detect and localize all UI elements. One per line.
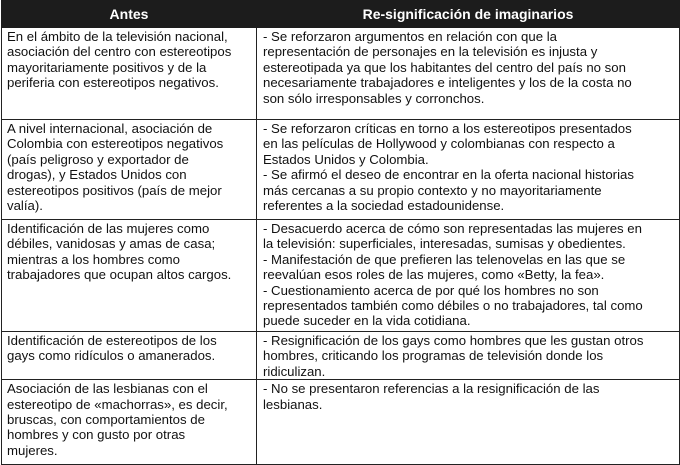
cell-text-line: - Manifestación de que prefieren las telenovelas en las que se: [263, 251, 626, 267]
cell-text-line: mayoritariamente positivos y de la: [7, 59, 207, 75]
cell-resignificacion: [257, 220, 680, 332]
cell-paragraph: [263, 221, 675, 252]
cell-paragraph: [263, 252, 675, 283]
cell-text-line: - Se reforzaron críticas en torno a los estereotipos presentados: [263, 121, 632, 136]
table-row: [2, 120, 680, 220]
cell-antes: [2, 28, 257, 120]
cell-paragraph: [263, 121, 675, 167]
cell-text-line: A nivel internacional, asociación de: [7, 121, 213, 136]
cell-text-line: asociación del centro con estereotipos: [7, 44, 232, 60]
cell-text-line: en las películas de Hollywood y colombianas con respecto a: [263, 136, 615, 152]
cell-paragraph: [263, 333, 675, 379]
cell-text-line: hombres, criticando los programas de televisión donde los: [263, 348, 604, 364]
cell-antes: [2, 120, 257, 220]
cell-text-line: Identificación de estereotipos de los: [7, 333, 217, 348]
cell-text-line: Estados Unidos y Colombia.: [263, 151, 429, 167]
cell-text-line: - Desacuerdo acerca de cómo son representadas las mujeres en: [263, 221, 642, 236]
table-row: [2, 28, 680, 120]
cell-paragraph: [263, 381, 675, 412]
cell-text-line: puede suceder en la vida cotidiana.: [263, 313, 471, 329]
table-row: [2, 220, 680, 332]
cell-text-line: gays como ridículos o amanerados.: [7, 348, 216, 364]
cell-text-line: - Se afirmó el deseo de encontrar en la oferta nacional historias: [263, 167, 634, 183]
header-resignificacion: Re-significación de imaginarios: [257, 1, 680, 28]
cell-text-line: - Se reforzaron argumentos en relación con que la: [263, 29, 557, 44]
cell-text-line: - Cuestionamiento acerca de por qué los hombres no son: [263, 282, 599, 298]
table-row: [2, 332, 680, 380]
cell-text-line: periferia con estereotipos negativos.: [7, 75, 219, 91]
cell-text-line: representados también como débiles o no trabajadores, tal como: [263, 298, 643, 314]
cell-text-line: la televisión: superficiales, interesadas, sumisas y obedientes.: [263, 236, 626, 252]
cell-text-line: Colombia con estereotipos negativos: [7, 136, 224, 152]
cell-text-line: En el ámbito de la televisión nacional,: [7, 29, 228, 44]
cell-text-line: lesbianas.: [263, 396, 323, 412]
cell-text-line: Identificación de las mujeres como: [7, 221, 210, 236]
table-header-row: [2, 1, 680, 28]
cell-text-line: mientras a los hombres como: [7, 251, 180, 267]
cell-text-line: hombres y con gusto por otras: [7, 427, 186, 443]
cell-antes: [2, 220, 257, 332]
cell-text-line: estereotipada ya que los habitantes del centro del país no son: [263, 59, 626, 75]
cell-text-line: referentes a la sociedad estadounidense.: [263, 198, 505, 214]
cell-text-line: - Resignificación de los gays como hombres que les gustan otros: [263, 333, 644, 348]
cell-paragraph: [263, 283, 675, 329]
cell-antes: [2, 332, 257, 380]
cell-paragraph: [263, 29, 675, 106]
cell-resignificacion: [257, 380, 680, 465]
cell-text-line: - No se presentaron referencias a la resignificación de las: [263, 381, 600, 397]
cell-text-line: bruscas, con comportamientos de: [7, 412, 205, 428]
cell-resignificacion: [257, 120, 680, 220]
comparison-table: [1, 0, 680, 465]
cell-text-line: estereotipo de «machorras», es decir,: [7, 396, 228, 412]
cell-antes: [2, 380, 257, 465]
cell-text-line: necesariamente trabajadores e inteligentes y los de la costa no: [263, 75, 632, 91]
cell-text-line: débiles, vanidosas y amas de casa;: [7, 236, 216, 252]
cell-text-line: mujeres.: [7, 442, 58, 458]
cell-text-line: representación de personajes en la televisión es injusta y: [263, 44, 598, 60]
cell-paragraph: [263, 167, 675, 213]
cell-text-line: reevalúan esos roles de las mujeres, como «Betty, la fea».: [263, 267, 605, 283]
header-antes: Antes: [2, 1, 257, 28]
cell-text-line: trabajadores que ocupan altos cargos.: [7, 267, 232, 283]
table-row: [2, 380, 680, 465]
cell-text-line: (país peligroso y exportador de: [7, 151, 189, 167]
cell-text-line: valía).: [7, 198, 43, 214]
cell-resignificacion: [257, 28, 680, 120]
cell-text-line: son sólo irresponsables y corronchos.: [263, 90, 485, 106]
cell-text-line: estereotipos positivos (país de mejor: [7, 182, 222, 198]
cell-text-line: drogas), y Estados Unidos con: [7, 167, 187, 183]
cell-text-line: ridiculizan.: [263, 363, 326, 379]
cell-text-line: más cercanas a su propio contexto y no mayoritariamente: [263, 182, 602, 198]
cell-text-line: Asociación de las lesbianas con el: [7, 381, 208, 397]
cell-resignificacion: [257, 332, 680, 380]
